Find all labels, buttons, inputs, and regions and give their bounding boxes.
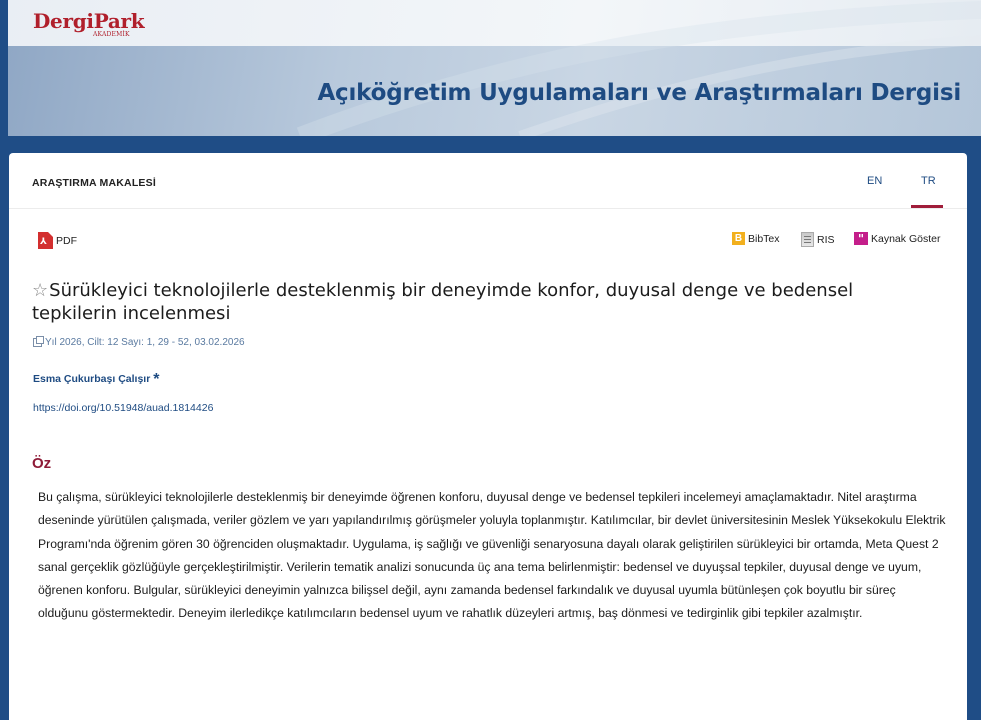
corresponding-author-icon: * (153, 371, 160, 388)
abstract-heading: Öz (32, 455, 52, 472)
cite-link[interactable] (854, 232, 940, 245)
dergipark-logo[interactable]: DergiPark (33, 9, 145, 33)
article-card (9, 153, 967, 720)
bibtex-link[interactable] (732, 232, 780, 245)
pdf-download-link[interactable] (38, 232, 77, 249)
bibtex-label: BibTex (748, 232, 780, 245)
ris-icon (801, 232, 814, 247)
tab-lang-en[interactable]: EN (867, 175, 883, 187)
logo-subtitle: AKADEMİK (93, 31, 130, 38)
author-link[interactable] (33, 369, 159, 387)
copy-icon[interactable] (33, 338, 42, 347)
left-border (0, 0, 8, 720)
ris-link[interactable] (801, 232, 835, 247)
cite-label: Kaynak Göster (871, 232, 941, 245)
pdf-label: PDF (56, 234, 77, 247)
article-title-text: Sürükleyici teknolojilerle desteklenmiş bir deneyimde konfor, duyusal denge ve bedensel tepkilerin incelenmesi (32, 280, 854, 324)
ris-label: RIS (817, 233, 835, 246)
meta-text: Yıl 2026, Cilt: 12 Sayı: 1, 29 - 52, 03.02.2026 (45, 337, 245, 348)
pdf-icon: ⅄ (38, 232, 53, 249)
quote-icon: " (854, 232, 868, 245)
right-border (967, 136, 981, 720)
tab-lang-tr[interactable]: TR (921, 175, 936, 187)
journal-header (0, 0, 981, 136)
header-decoration (0, 0, 981, 136)
article-card-header (9, 153, 967, 209)
active-tab-indicator (911, 205, 943, 208)
article-meta (33, 337, 245, 348)
author-name: Esma Çukurbaşı Çalışır (33, 373, 151, 385)
doi-link[interactable]: https://doi.org/10.51948/auad.1814426 (33, 402, 214, 414)
article-title (32, 279, 932, 325)
bibtex-icon: B (732, 232, 745, 245)
article-type-label: ARAŞTIRMA MAKALESİ (32, 177, 156, 189)
abstract-text: Bu çalışma, sürükleyici teknolojilerle desteklenmiş bir deneyimde öğrenen konforu, duyusal denge ve bedensel tepkileri incelemeyi amaçlamaktadır. Nitel araştırma deseninde yürütülen çalışmada, veriler gözlem ve yarı yapılandırılmış görüşmeler yoluyla toplanmıştır. Katılımcılar, bir devlet üniversitesinin Meslek Yüksekokulu Elektrik Programı'nda öğrenim gören 30 öğrenciden oluşmaktadır. Uygulama, iş sağlığı ve güvenliği senaryosuna dayalı olarak geliştirilen sürükleyici bir ortamda, Meta Quest 2 sanal gerçeklik gözlüğüyle gerçekleştirilmiştir. Verilerin tematik analizi sonucunda üç ana tema belirlenmiştir: bedensel ve duyuşsal tepkiler, duyusal denge ve uyum, öğrenen konforu. Bulgular, sürükleyici deneyimin yalnızca bilişsel değil, aynı zamanda bedensel farkındalık ve duyusal uyumla bütünleşen çok boyutlu bir süreç olduğunu göstermektedir. Deneyim ilerledikçe katılımcıların bedensel uyum ve rahatlık düzeyleri artmış, baş dönmesi ve tedirginlik gibi tepkiler azalmıştır. (38, 490, 946, 621)
star-icon[interactable]: ☆ (32, 280, 49, 301)
journal-title[interactable]: Açıköğretim Uygulamaları ve Araştırmaları Dergisi (317, 80, 961, 106)
